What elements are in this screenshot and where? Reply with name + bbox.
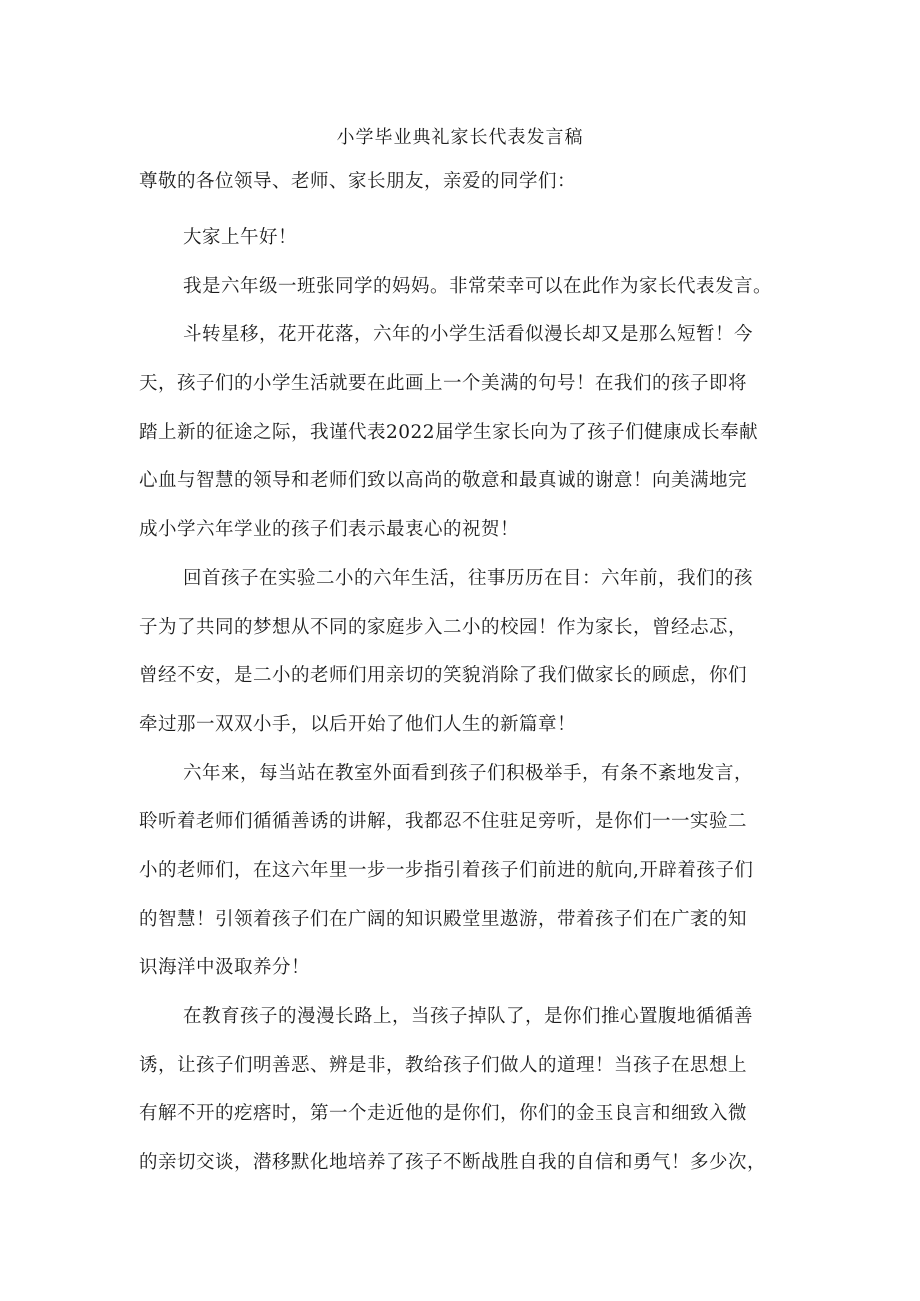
text-line: 我是六年级一班张同学的妈妈。非常荣幸可以在此作为家长代表发言。 [183, 275, 773, 297]
text-line: 诱，让孩子们明善恶、辨是非，教给孩子们做人的道理！当孩子在思想上 [139, 1054, 748, 1076]
speech-body [139, 214, 819, 1188]
salutation: 尊敬的各位领导、老师、家长朋友，亲爱的同学们： [139, 171, 577, 192]
text-line: 曾经不安，是二小的老师们用亲切的笑貌消除了我们做家长的顾虑，你们 [139, 665, 748, 687]
paragraph-introduction [139, 263, 819, 312]
text-line: 成小学六年学业的孩子们表示最衷心的祝贺！ [139, 519, 520, 541]
text-line: 心血与智慧的领导和老师们致以高尚的敬意和最真诚的谢意！向美满地完 [139, 470, 748, 492]
text-line: 回首孩子在实验二小的六年生活，往事历历在目：六年前，我们的孩 [183, 567, 754, 589]
text-line: 的智慧！引领着孩子们在广阔的知识殿堂里遨游，带着孩子们在广袤的知 [139, 908, 748, 930]
text-line: 聆听着老师们循循善诱的讲解，我都忍不住驻足旁听，是你们一一实验二 [139, 811, 748, 833]
text-line: 小的老师们，在这六年里一步一步指引着孩子们前进的航向,开辟着孩子们 [139, 859, 754, 881]
text-line: 在教育孩子的漫漫长路上，当孩子掉队了，是你们推心置腹地循循善 [183, 1006, 754, 1027]
text-line: 天，孩子们的小学生活就要在此画上一个美满的句号！在我们的孩子即将 [139, 373, 748, 395]
paragraph-gratitude [139, 311, 819, 554]
text-line: 大家上午好！ [183, 227, 298, 248]
text-line: 有解不开的疙瘩时，第一个走近他的是你们，你们的金玉良言和细致入微 [139, 1103, 748, 1125]
text-line: 六年来，每当站在教室外面看到孩子们积极举手，有条不紊地发言， [183, 762, 754, 784]
paragraph-education [139, 993, 819, 1188]
text-line: 踏上新的征途之际，我谨代表2022届学生家长向为了孩子们健康成长奉献 [139, 421, 759, 443]
text-line: 识海洋中汲取养分！ [139, 957, 311, 979]
document-title: 小学毕业典礼家长代表发言稿 [336, 127, 584, 148]
text-line: 的亲切交谈，潜移默化地培养了孩子不断战胜自我的自信和勇气！多少次， [139, 1152, 767, 1174]
text-line: 牵过那一双双小手，以后开始了他们人生的新篇章！ [139, 713, 577, 735]
paragraph-memories [139, 555, 819, 750]
paragraph-greeting [139, 214, 819, 263]
text-line: 斗转星移，花开花落，六年的小学生活看似漫长却又是那么短暂！今 [183, 324, 754, 346]
text-line: 子为了共同的梦想从不同的家庭步入二小的校园！作为家长，曾经忐忑， [139, 616, 748, 638]
paragraph-six-years [139, 750, 819, 993]
